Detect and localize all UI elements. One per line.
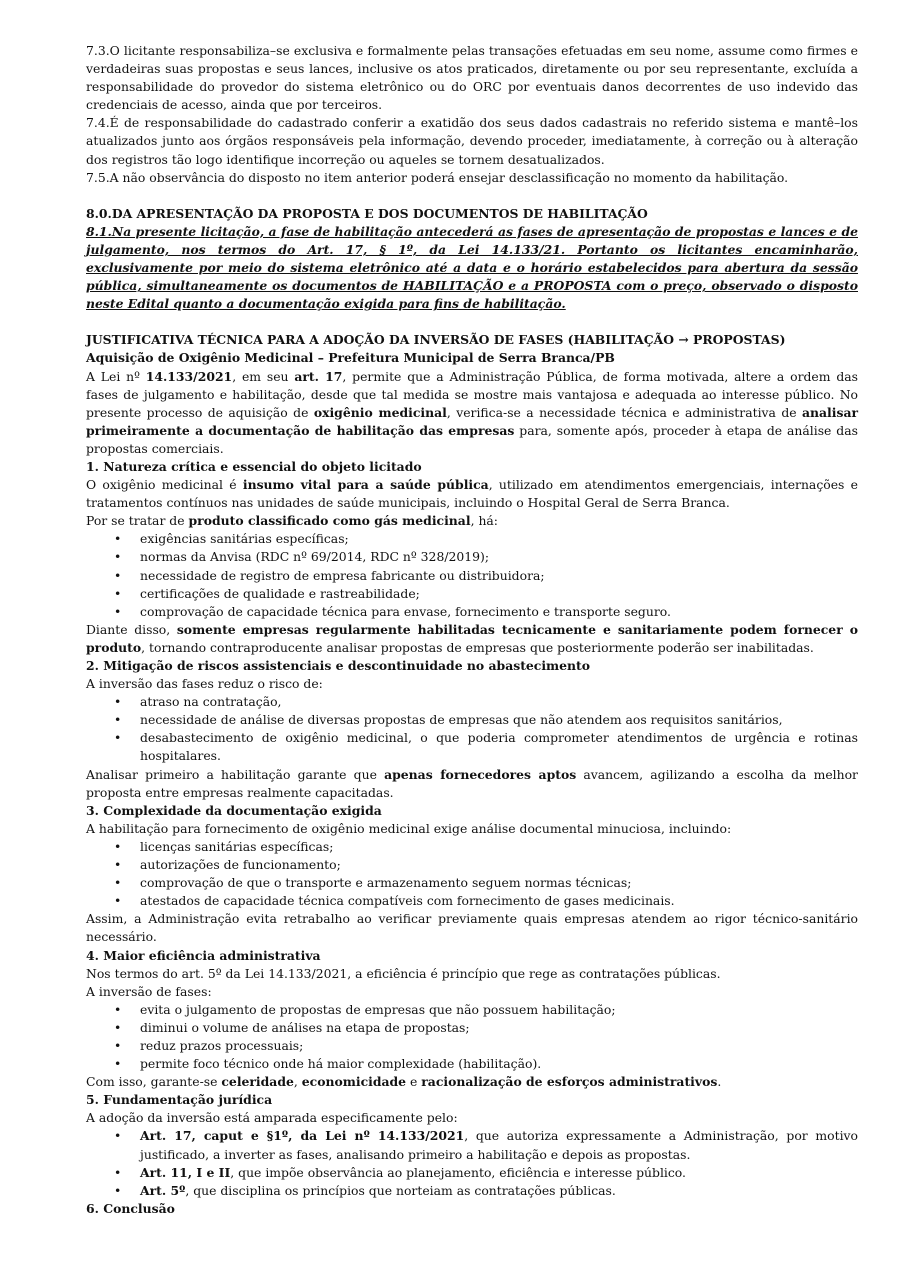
section-4-paragraph-1: Nos termos do art. 5º da Lei 14.133/2021, a eficiência é princípio que rege as contratações públicas. (86, 965, 721, 981)
section-8-title: 8.0.DA APRESENTAÇÃO DA PROPOSTA E DOS DOCUMENTOS DE HABILITAÇÃO (86, 205, 648, 221)
list-item: • necessidade de registro de empresa fabricante ou distribuidora; (86, 567, 858, 585)
list-item: • Art. 17, caput e §1º, da Lei nº 14.133/2021, que autoriza expressamente a Administração, por motivo justificado, a inverter as fases, analisando primeiro a habilitação e depois as propostas. (86, 1127, 858, 1163)
list-item: • normas da Anvisa (RDC nº 69/2014, RDC nº 328/2019); (86, 548, 858, 566)
list-item: • atestados de capacidade técnica compatíveis com fornecimento de gases medicinais. (86, 892, 858, 910)
list-item: • diminui o volume de análises na etapa de propostas; (86, 1019, 858, 1037)
section-5-lead: A adoção da inversão está amparada especificamente pelo: (86, 1110, 458, 1126)
section-6-title: 6. Conclusão (86, 1200, 175, 1216)
justificativa-subtitle: Aquisição de Oxigênio Medicinal – Prefeitura Municipal de Serra Branca/PB (86, 350, 615, 366)
list-item: • reduz prazos processuais; (86, 1037, 858, 1055)
section-1-paragraph-1: O oxigênio medicinal é insumo vital para a saúde pública, utilizado em atendimentos emergenciais, internações e tratamentos contínuos nas unidades de saúde municipais, incluindo o Hospital Geral de Serra Branca. (86, 477, 859, 511)
list-item: • atraso na contratação, (86, 693, 858, 711)
list-item: • certificações de qualidade e rastreabilidade; (86, 585, 858, 603)
list-item: • Art. 5º, que disciplina os princípios que norteiam as contratações públicas. (86, 1182, 858, 1200)
list-item: • evita o julgamento de propostas de empresas que não possuem habilitação; (86, 1001, 858, 1019)
section-2-title: 2. Mitigação de riscos assistenciais e descontinuidade no abastecimento (86, 658, 591, 673)
section-1-paragraph-2: Por se tratar de produto classificado como gás medicinal, há: (86, 513, 498, 529)
section-4-title: 4. Maior eficiência administrativa (86, 947, 321, 963)
list-item: • necessidade de análise de diversas propostas de empresas que não atendem aos requisitos sanitários, (86, 711, 858, 729)
section-4-list (86, 1001, 858, 1073)
section-4-paragraph-2: A inversão de fases: (86, 983, 212, 999)
justificativa-title: JUSTIFICATIVA TÉCNICA PARA A ADOÇÃO DA INVERSÃO DE FASES (HABILITAÇÃO → PROPOSTAS) (86, 332, 786, 348)
section-1-list (86, 530, 858, 620)
section-5-list (86, 1127, 858, 1199)
section-3-lead: A habilitação para fornecimento de oxigênio medicinal exige análise documental minuciosa, incluindo: (86, 820, 732, 836)
section-3-title: 3. Complexidade da documentação exigida (86, 802, 382, 818)
section-3-paragraph: Assim, a Administração evita retrabalho ao verificar previamente quais empresas atendem ao rigor técnico-sanitário necessário. (86, 911, 858, 945)
list-item: • desabastecimento de oxigênio medicinal, o que poderia comprometer atendimentos de urgência e rotinas hospitalares. (86, 729, 858, 765)
section-3-list (86, 838, 858, 910)
list-item: • Art. 11, I e II, que impõe observância ao planejamento, eficiência e interesse público. (86, 1164, 858, 1182)
list-item: • autorizações de funcionamento; (86, 856, 858, 874)
list-item: • comprovação de capacidade técnica para envase, fornecimento e transporte seguro. (86, 603, 858, 621)
section-1-title: 1. Natureza crítica e essencial do objeto licitado (86, 458, 422, 474)
paragraph-7-3: 7.3.O licitante responsabiliza–se exclusiva e formalmente pelas transações efetuadas em seu nome, assume como firmes e verdadeiras suas propostas e seus lances, inclusive os atos praticados, diretamente ou por seu representante, excluída a responsabilidade do provedor do sistema eletrônico ou do ORC por eventuais danos decorrentes de uso indevido das credenciais de acesso, ainda que por terceiros. (86, 43, 858, 113)
section-2-paragraph: Analisar primeiro a habilitação garante que apenas fornecedores aptos avancem, agilizando a escolha da melhor proposta entre empresas realmente capacitadas. (86, 766, 858, 800)
list-item: • permite foco técnico onde há maior complexidade (habilitação). (86, 1055, 858, 1073)
section-1-paragraph-3: Diante disso, somente empresas regularmente habilitadas tecnicamente e sanitariamente podem fornecer o produto, tornando contraproducente analisar propostas de empresas que posteriormente poderão ser inabilitadas. (86, 621, 858, 655)
section-2-lead: A inversão das fases reduz o risco de: (86, 676, 323, 692)
section-2-list (86, 693, 858, 765)
list-item: • comprovação de que o transporte e armazenamento seguem normas técnicas; (86, 874, 858, 892)
section-5-title: 5. Fundamentação jurídica (86, 1092, 273, 1108)
paragraph-7-5: 7.5.A não observância do disposto no item anterior poderá ensejar desclassificação no momento da habilitação. (86, 169, 789, 185)
justificativa-intro: A Lei nº 14.133/2021, em seu art. 17, permite que a Administração Pública, de forma motivada, altere a ordem das fases de julgamento e habilitação, desde que tal medida se mostre mais vantajosa e adequada ao interesse público. No presente processo de aquisição de oxigênio medicinal, verifica-se a necessidade técnica e administrativa de analisar primeiramente a documentação de habilitação das empresas para, somente após, proceder à etapa de análise das propostas comerciais. (86, 368, 859, 456)
list-item: • licenças sanitárias específicas; (86, 838, 858, 856)
list-item: • exigências sanitárias específicas; (86, 530, 858, 548)
paragraph-7-4: 7.4.É de responsabilidade do cadastrado conferir a exatidão dos seus dados cadastrais no referido sistema e mantê–los atualizados junto aos órgãos responsáveis pela informação, devendo proceder, imediatamente, à correção ou à alteração dos registros tão logo identifique incorreção ou aqueles se tornem desatualizados. (86, 115, 858, 167)
section-4-paragraph-3: Com isso, garante-se celeridade, economicidade e racionalização de esforços administrativos. (86, 1074, 722, 1090)
paragraph-8-1: 8.1.Na presente licitação, a fase de habilitação antecederá as fases de apresentação de propostas e lances e de julgamento, nos termos do Art. 17, § 1º, da Lei 14.133/21. Portanto os licitantes encaminharão, exclusivamente por meio do sistema eletrônico até a data e o horário estabelecidos para abertura da sessão pública, simultaneamente os documentos de HABILITAÇÃO e a PROPOSTA com o preço, observado o disposto neste Edital quanto a documentação exigida para fins de habilitação. (86, 223, 858, 312)
